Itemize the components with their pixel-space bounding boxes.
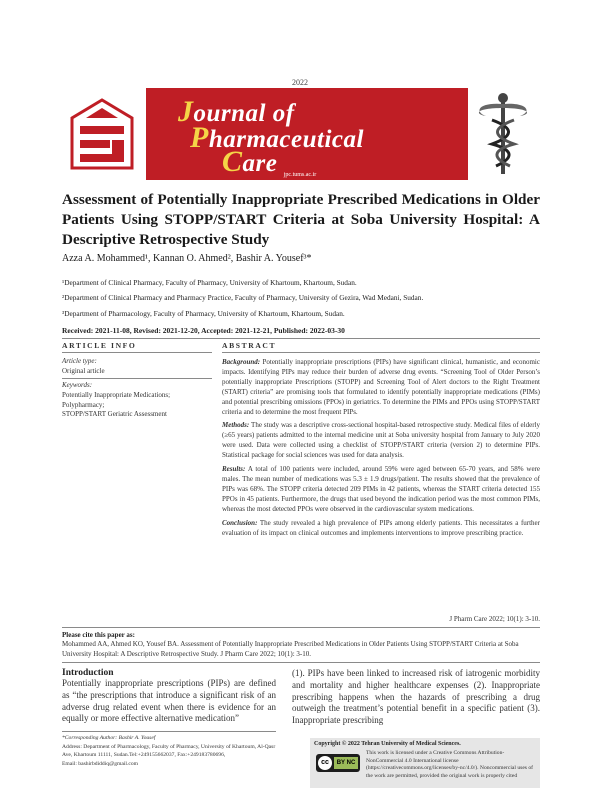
cc-mark: cc bbox=[318, 756, 332, 770]
affiliation-3: ³Department of Pharmacology, Faculty of Pharmacy, University of Khartoum, Khartoum, Sudan. bbox=[62, 309, 345, 318]
copyright-text: This work is licensed under a Creative Commons Attribution-NonCommercial 4.0 International license (https://creativecommons.org/licenses/by-nc/4.0/). Noncommercial uses of the work are permitted, provided the original work is properly cited bbox=[366, 750, 534, 779]
article-dates: Received: 2021-11-08, Revised: 2021-12-20, Accepted: 2021-12-21, Published: 2022-03-30 bbox=[62, 326, 345, 335]
abstract-methods bbox=[222, 421, 540, 461]
abstract-methods-text: The study was a descriptive cross-sectional hospital-based retrospective study. Medical files of elderly (≥65 years) patients admitted to the internal medicine unit at Soba university hospital from January to July 2020 were used. Data were collected using a checklist of STOPP/START criteria (version 2) to determine PIPs. Statistical package for social sciences was used for data analysis. bbox=[222, 421, 540, 460]
abstract-heading: ABSTRACT bbox=[222, 341, 277, 350]
journal-title-cap: J bbox=[178, 95, 194, 128]
journal-title-text: are bbox=[242, 150, 278, 177]
abstract-citation: J Pharm Care 2022; 10(1): 3-10. bbox=[449, 615, 540, 623]
abstract-background bbox=[222, 358, 540, 417]
journal-title-text: harmaceutical bbox=[208, 126, 364, 153]
copyright-title: Copyright © 2022 Tehran University of Medical Sciences. bbox=[314, 741, 461, 747]
journal-title-cap: P bbox=[190, 121, 209, 154]
journal-logo-icon bbox=[62, 88, 146, 180]
introduction-text-left: Potentially inappropriate prescriptions (PIPs) are defined as “the prescriptions that introduce a significant risk of an adverse drug related event when there is evidence for an equally or more effective alternative medication” bbox=[62, 678, 276, 724]
author-email[interactable]: Email: bashirbdiddiq@gmail.com bbox=[62, 760, 138, 767]
divider bbox=[62, 627, 540, 628]
article-title: Assessment of Potentially Inappropriate Prescribed Medications in Older Patients Using STOPP/START Criteria at Soba University Hospital: A Descriptive Retrospective Study bbox=[62, 191, 540, 248]
corresponding-author-footnote bbox=[62, 734, 276, 768]
corresponding-author: *Corresponding Author: Bashir A. Yousef bbox=[62, 735, 156, 741]
journal-title-text: ournal of bbox=[193, 100, 295, 127]
article-type-label: Article type: bbox=[62, 357, 97, 365]
abstract-results bbox=[222, 465, 540, 515]
affiliation-1: ¹Department of Clinical Pharmacy, Faculty of Pharmacy, University of Khartoum, Khartoum, Sudan. bbox=[62, 278, 357, 287]
article-type-value: Original article bbox=[62, 367, 105, 375]
journal-title-cap: C bbox=[222, 145, 243, 178]
introduction-heading: Introduction bbox=[62, 668, 114, 678]
keywords-label: Keywords: bbox=[62, 381, 93, 389]
caduceus-icon bbox=[468, 88, 538, 180]
cc-by-nc-mark: BY NC bbox=[334, 757, 358, 769]
cite-heading: Please cite this paper as: bbox=[62, 631, 135, 639]
abstract-methods-label: Methods: bbox=[222, 421, 250, 430]
introduction-text-right: (1). PIPs have been linked to increased risk of iatrogenic morbidity and mortality and higher healthcare expenses (2). Inappropriate prescribing happens when the hazards of prescribing a drug outweigh the treatment’s potential benefit in a specific patient (3). Inappropriate prescribing bbox=[292, 668, 540, 726]
abstract-background-text: Potentially inappropriate prescriptions (PIPs) have significant clinical, humanistic, and economic impacts. Identifying PIPs may reduce their burden of adverse drug events. “Screening Tool of Older Person’s potentially inappropriate Prescriptions (STOPP) and Screening Tool of Alert doctors to the Right Treatment (START) criteria” are promising tools that formulated to identify potentially inappropriate medications (PIMs) and potential prescribing omissions (PPOs) in geriatrics. To determine the PIMs and PPOs using STOPP/START criteria and to determine the most frequent PIPs. bbox=[222, 358, 540, 416]
divider bbox=[222, 352, 540, 353]
divider bbox=[62, 352, 212, 353]
abstract-results-label: Results: bbox=[222, 465, 246, 474]
abstract-body bbox=[222, 358, 540, 542]
abstract-conclusion-text: The study revealed a high prevalence of PIPs among elderly patients. This necessitates a further evaluation of its impact on clinical outcomes and implements interventions to improve prescribing practice. bbox=[222, 518, 540, 537]
keyword: Potentially Inappropriate Medications; bbox=[62, 391, 171, 399]
affiliation-2: ²Department of Clinical Pharmacy and Pharmacy Practice, Faculty of Pharmacy, University of Gezira, Wad Medani, Sudan. bbox=[62, 293, 424, 302]
divider bbox=[62, 731, 276, 732]
keywords-list bbox=[62, 391, 212, 420]
abstract-conclusion bbox=[222, 519, 540, 539]
divider bbox=[62, 378, 212, 379]
abstract-conclusion-label: Conclusion: bbox=[222, 518, 258, 527]
divider bbox=[62, 662, 540, 663]
abstract-background-label: Background: bbox=[222, 358, 261, 366]
article-info-heading: ARTICLE INFO bbox=[62, 341, 137, 350]
divider bbox=[62, 338, 540, 339]
journal-url-link[interactable]: jpc.tums.ac.ir bbox=[283, 172, 317, 178]
article-authors: Azza A. Mohammed¹, Kannan O. Ahmed², Bashir A. Yousef³* bbox=[62, 253, 312, 264]
abstract-results-text: A total of 100 patients were included, around 59% were aged between 65-70 years, and 58% were males. The mean number of medications was 5.3 ± 1.9 drugs/patient. The results showed that the prevalence of PIPs was 68%. The STOPP criteria detected 209 PIMs in 42 patients, whereas the START criteria detected 155 PPOs in 45 patients. Furthermore, the drugs that used beyond the indication period was the most common PIMs, whereas the most detected PPOs were observed in the cardiovascular system medications. bbox=[222, 465, 540, 513]
keyword: Polypharmacy; bbox=[62, 400, 105, 409]
keyword: STOPP/START Geriatric Assessment bbox=[62, 410, 167, 418]
journal-year: 2022 bbox=[292, 78, 308, 87]
author-address: Address: Department of Pharmacology, Faculty of Pharmacy, University of Khartoum, Al-Qasr Ave, Khartoum 11111, Sudan.Tel:+249155662037, Fax:+249183780696, bbox=[62, 743, 276, 759]
cite-text: Mohammed AA, Ahmed KO, Yousef BA. Assessment of Potentially Inappropriate Prescribed Medications in Older Patients Using STOPP/START Criteria at Soba University Hospital: A Descriptive Retrospective Study. J Pharm Care 2022; 10(1): 3-10. bbox=[62, 640, 519, 658]
